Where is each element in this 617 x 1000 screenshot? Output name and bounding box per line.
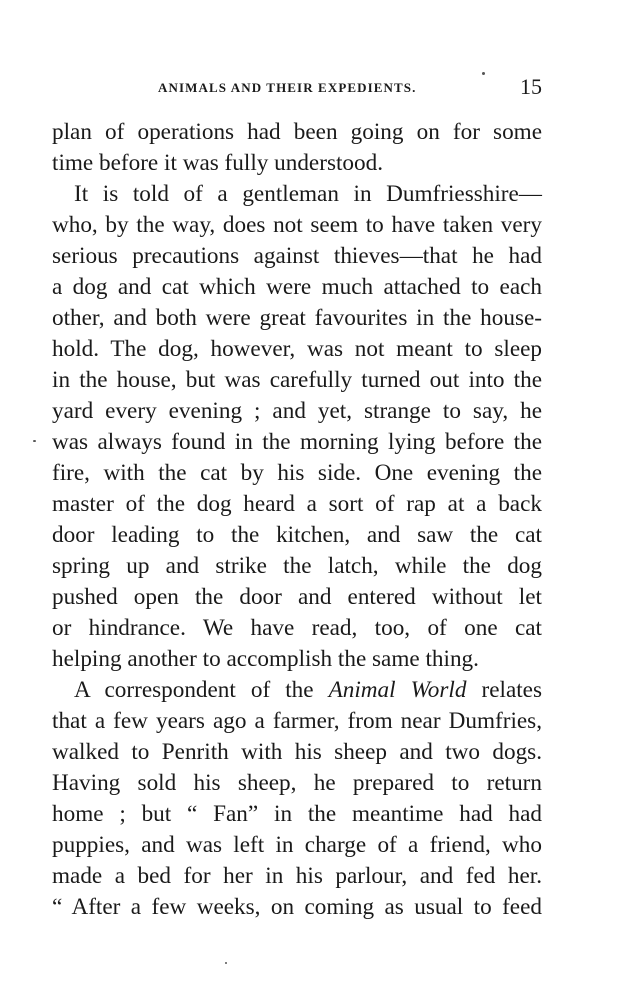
text-line: a dog and cat which were much attached to each xyxy=(52,274,542,300)
paper-speck xyxy=(225,962,227,964)
text-fragment: A correspondent of the xyxy=(74,677,329,703)
text-line xyxy=(52,675,542,706)
text-fragment: relates xyxy=(466,677,542,703)
text-line: “ After a few weeks, on coming as usual to feed xyxy=(52,894,542,920)
text-line: that a few years ago a farmer, from near Dumfries, xyxy=(52,708,542,734)
paper-speck xyxy=(482,72,485,75)
paper-speck xyxy=(33,440,36,442)
text-line: fire, with the cat by his side. One evening the xyxy=(52,460,542,486)
periodical-title: Animal World xyxy=(328,677,467,703)
text-line: serious precautions against thieves—that he had xyxy=(52,243,542,269)
page-number: 15 xyxy=(520,74,542,99)
text-line: time before it was fully understood. xyxy=(52,150,383,176)
text-line: who, by the way, does not seem to have taken very xyxy=(52,212,542,238)
text-line: puppies, and was left in charge of a friend, who xyxy=(52,832,542,858)
text-line: hold. The dog, however, was not meant to sleep xyxy=(52,336,542,362)
text-line: door leading to the kitchen, and saw the cat xyxy=(52,522,542,548)
text-line: plan of operations had been going on for some xyxy=(52,119,542,145)
text-line: Having sold his sheep, he prepared to return xyxy=(52,770,542,796)
running-head xyxy=(52,76,542,100)
text-line: made a bed for her in his parlour, and fed her. xyxy=(52,863,542,889)
text-line: was always found in the morning lying before the xyxy=(52,429,542,455)
text-line: home ; but “ Fan” in the meantime had had xyxy=(52,801,542,827)
running-title: ANIMALS AND THEIR EXPEDIENTS. xyxy=(158,80,417,95)
body-text xyxy=(52,117,542,923)
text-line: in the house, but was carefully turned out into the xyxy=(52,367,542,393)
text-line: yard every evening ; and yet, strange to say, he xyxy=(52,398,542,424)
text-line: or hindrance. We have read, too, of one cat xyxy=(52,615,542,641)
text-line: walked to Penrith with his sheep and two dogs. xyxy=(52,739,542,765)
text-line: other, and both were great favourites in the house- xyxy=(52,305,542,331)
text-line: pushed open the door and entered without let xyxy=(52,584,542,610)
text-line: It is told of a gentleman in Dumfriesshire— xyxy=(74,181,542,207)
text-line: master of the dog heard a sort of rap at a back xyxy=(52,491,542,517)
text-line: helping another to accomplish the same thing. xyxy=(52,646,479,672)
text-line: spring up and strike the latch, while the dog xyxy=(52,553,542,579)
